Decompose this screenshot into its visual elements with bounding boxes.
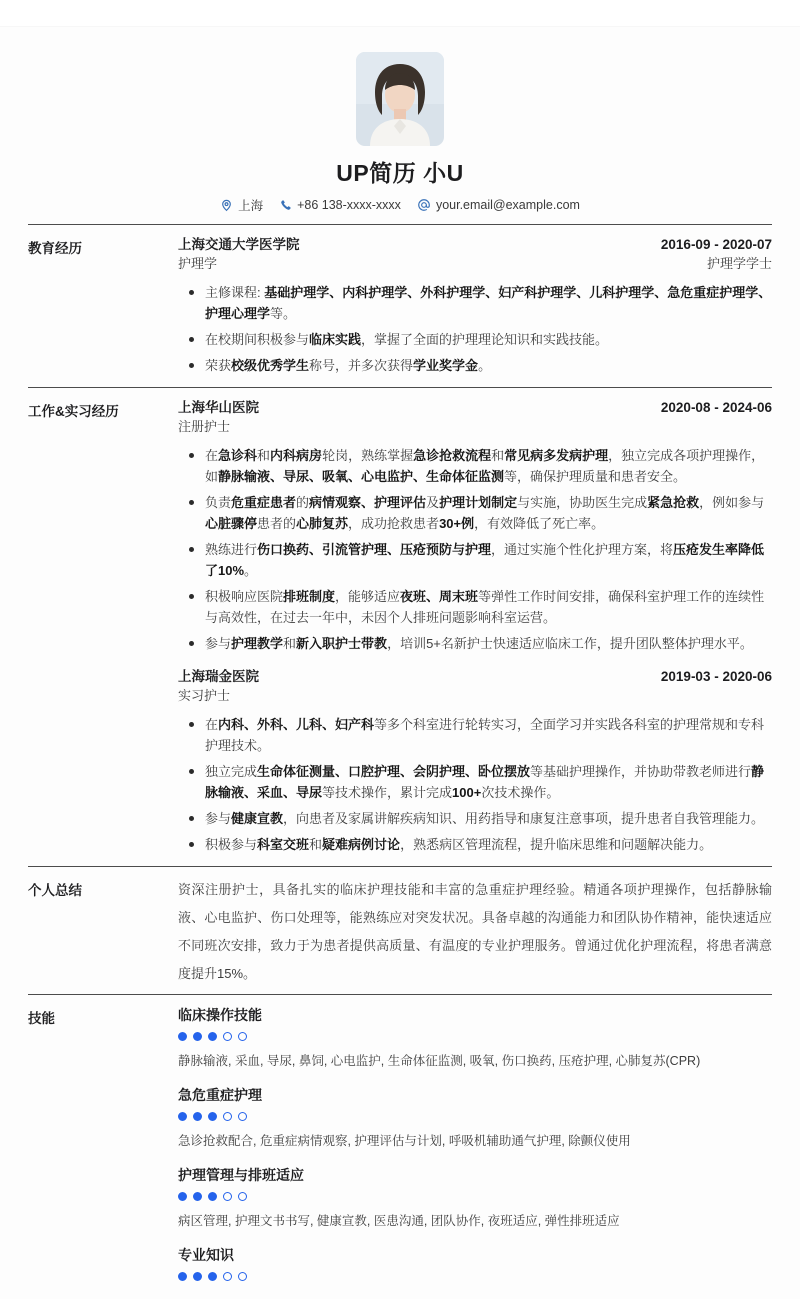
entry-bullets: [178, 714, 772, 855]
skill-level-dot: [223, 1032, 232, 1041]
skill-level: [178, 1032, 772, 1041]
entry-title: 上海瑞金医院: [178, 669, 259, 684]
bullet-item: 在校期间积极参与临床实践，掌握了全面的护理理论知识和实践技能。: [195, 329, 772, 350]
skill-level-dot: [193, 1032, 202, 1041]
phone-icon: [279, 199, 292, 212]
entry-title-row: [178, 668, 772, 686]
skill-level-dot: [208, 1192, 217, 1201]
contact-location-text: 上海: [238, 199, 264, 213]
contact-email-text: your.email@example.com: [435, 198, 580, 212]
skill-level-dot: [223, 1112, 232, 1121]
section-summary: [28, 866, 772, 994]
entry-date: 2020-08 - 2024-06: [660, 400, 772, 415]
entry-date: 2016-09 - 2020-07: [660, 237, 772, 252]
skill-level-dot: [223, 1272, 232, 1281]
entry-title: 上海交通大学医学院: [178, 237, 300, 252]
skill-level-dot: [238, 1192, 247, 1201]
skill-detail: 急诊抢救配合, 危重症病情观察, 护理评估与计划, 呼吸机辅助通气护理, 除颤仪使用: [178, 1134, 631, 1148]
entry-subtitle-row: [178, 254, 772, 273]
entry-subtitle-row: [178, 417, 772, 436]
profile-photo: [356, 52, 444, 146]
contact-email: [417, 198, 580, 212]
contact-phone-text: +86 138-xxxx-xxxx: [297, 198, 401, 212]
bullet-item: 独立完成生命体征测量、口腔护理、会阴护理、卧位摆放等基础护理操作，并协助带教老师进行静脉输液、采血、导尿等技术操作，累计完成100+次技术操作。: [195, 761, 772, 803]
skill-level-dot: [208, 1112, 217, 1121]
entry-subtitle: 护理学: [178, 256, 218, 271]
skill-name: 护理管理与排班适应: [178, 1167, 304, 1183]
sections: [28, 224, 772, 1299]
bullet-item: 负责危重症患者的病情观察、护理评估及护理计划制定与实施，协助医生完成紧急抢救，例如参与心脏骤停患者的心肺复苏，成功抢救患者30+例，有效降低了死亡率。: [195, 492, 772, 534]
skill-level-dot: [178, 1272, 187, 1281]
skill-level: [178, 1192, 772, 1201]
section-label-education: 教育经历: [28, 241, 82, 256]
page-top-margin: [0, 0, 800, 27]
bullet-item: 参与护理教学和新入职护士带教，培训5+名新护士快速适应临床工作，提升团队整体护理水平。: [195, 633, 772, 654]
bullet-item: 积极响应医院排班制度，能够适应夜班、周末班等弹性工作时间安排，确保科室护理工作的连续性与高效性，在过去一年中，未因个人排班问题影响科室运营。: [195, 586, 772, 628]
section-content-skills: [178, 1006, 772, 1293]
skill-level-dot: [178, 1032, 187, 1041]
skill-level-dot: [238, 1272, 247, 1281]
section-content-education: [178, 236, 772, 381]
skill-detail: 静脉输液, 采血, 导尿, 鼻饲, 心电监护, 生命体征监测, 吸氧, 伤口换药, 压疮护理, 心肺复苏(CPR): [178, 1054, 701, 1068]
entry-title: 上海华山医院: [178, 400, 259, 415]
skill-level-dot: [178, 1112, 187, 1121]
timeline-entry: [178, 668, 772, 855]
entry-subtitle-right: 护理学学士: [706, 256, 772, 271]
contact-row: [28, 196, 772, 214]
bullet-item: 积极参与科室交班和疑难病例讨论，熟悉病区管理流程，提升临床思维和问题解决能力。: [195, 834, 772, 855]
entry-bullets: [178, 282, 772, 376]
resume-header: [28, 27, 772, 224]
profile-photo-image: [356, 52, 444, 146]
skill-item: [178, 1006, 772, 1070]
email-at-icon: [417, 198, 431, 212]
entry-date: 2019-03 - 2020-06: [660, 669, 772, 684]
skill-name: 临床操作技能: [178, 1007, 262, 1023]
skill-name: 专业知识: [178, 1247, 234, 1263]
skill-item: [178, 1086, 772, 1150]
skill-level: [178, 1272, 772, 1281]
entry-title-row: [178, 236, 772, 254]
entry-subtitle: 实习护士: [178, 688, 231, 703]
bullet-item: 在急诊科和内科病房轮岗，熟练掌握急诊抢救流程和常见病多发病护理，独立完成各项护理操作，如静脉输液、导尿、吸氧、心电监护、生命体征监测等，确保护理质量和患者安全。: [195, 445, 772, 487]
section-label-experience: 工作&实习经历: [28, 404, 119, 419]
resume-page: [0, 27, 800, 1299]
skill-level-dot: [223, 1192, 232, 1201]
skill-level-dot: [193, 1112, 202, 1121]
skill-level: [178, 1112, 772, 1121]
skill-item: [178, 1166, 772, 1230]
entry-subtitle-row: [178, 686, 772, 705]
bullet-item: 在内科、外科、儿科、妇产科等多个科室进行轮转实习，全面学习并实践各科室的护理常规和专科护理技术。: [195, 714, 772, 756]
skill-level-dot: [208, 1032, 217, 1041]
candidate-name: UP简历 小U: [336, 160, 464, 186]
contact-location: [220, 196, 263, 214]
bullet-item: 参与健康宣教，向患者及家属讲解疾病知识、用药指导和康复注意事项，提升患者自我管理能力。: [195, 808, 772, 829]
entry-title-row: [178, 399, 772, 417]
summary-paragraph: 资深注册护士，具备扎实的临床护理技能和丰富的急重症护理经验。精通各项护理操作，包括静脉输液、心电监护、伤口处理等，能熟练应对突发状况。具备卓越的沟通能力和团队协作精神，能快速适应不同班次安排，致力于为患者提供高质量、有温度的专业护理服务。曾通过优化护理流程，将患者满意度提升15%。: [178, 882, 772, 981]
location-pin-icon: [220, 199, 233, 212]
skill-level-dot: [208, 1272, 217, 1281]
skill-name: 急危重症护理: [178, 1087, 262, 1103]
section-label-summary: 个人总结: [28, 883, 82, 898]
skill-level-dot: [178, 1192, 187, 1201]
entry-bullets: [178, 445, 772, 654]
skill-detail: 病区管理, 护理文书书写, 健康宣教, 医患沟通, 团队协作, 夜班适应, 弹性排班适应: [178, 1214, 620, 1228]
bullet-item: 荣获校级优秀学生称号，并多次获得学业奖学金。: [195, 355, 772, 376]
skill-level-dot: [193, 1272, 202, 1281]
timeline-entry: [178, 399, 772, 654]
skill-level-dot: [238, 1112, 247, 1121]
timeline-entry: [178, 236, 772, 376]
contact-phone: [279, 198, 401, 212]
bullet-item: 主修课程: 基础护理学、内科护理学、外科护理学、妇产科护理学、儿科护理学、急危重症护理学、护理心理学等。: [195, 282, 772, 324]
section-skills: [28, 994, 772, 1299]
section-experience: [28, 387, 772, 866]
section-content-experience: [178, 399, 772, 860]
section-content-summary: [178, 878, 772, 988]
skill-level-dot: [193, 1192, 202, 1201]
section-education: [28, 224, 772, 387]
skill-level-dot: [238, 1032, 247, 1041]
bullet-item: 熟练进行伤口换药、引流管护理、压疮预防与护理，通过实施个性化护理方案，将压疮发生率降低了10%。: [195, 539, 772, 581]
section-label-skills: 技能: [28, 1011, 55, 1026]
skill-item: [178, 1246, 772, 1281]
entry-subtitle: 注册护士: [178, 419, 231, 434]
